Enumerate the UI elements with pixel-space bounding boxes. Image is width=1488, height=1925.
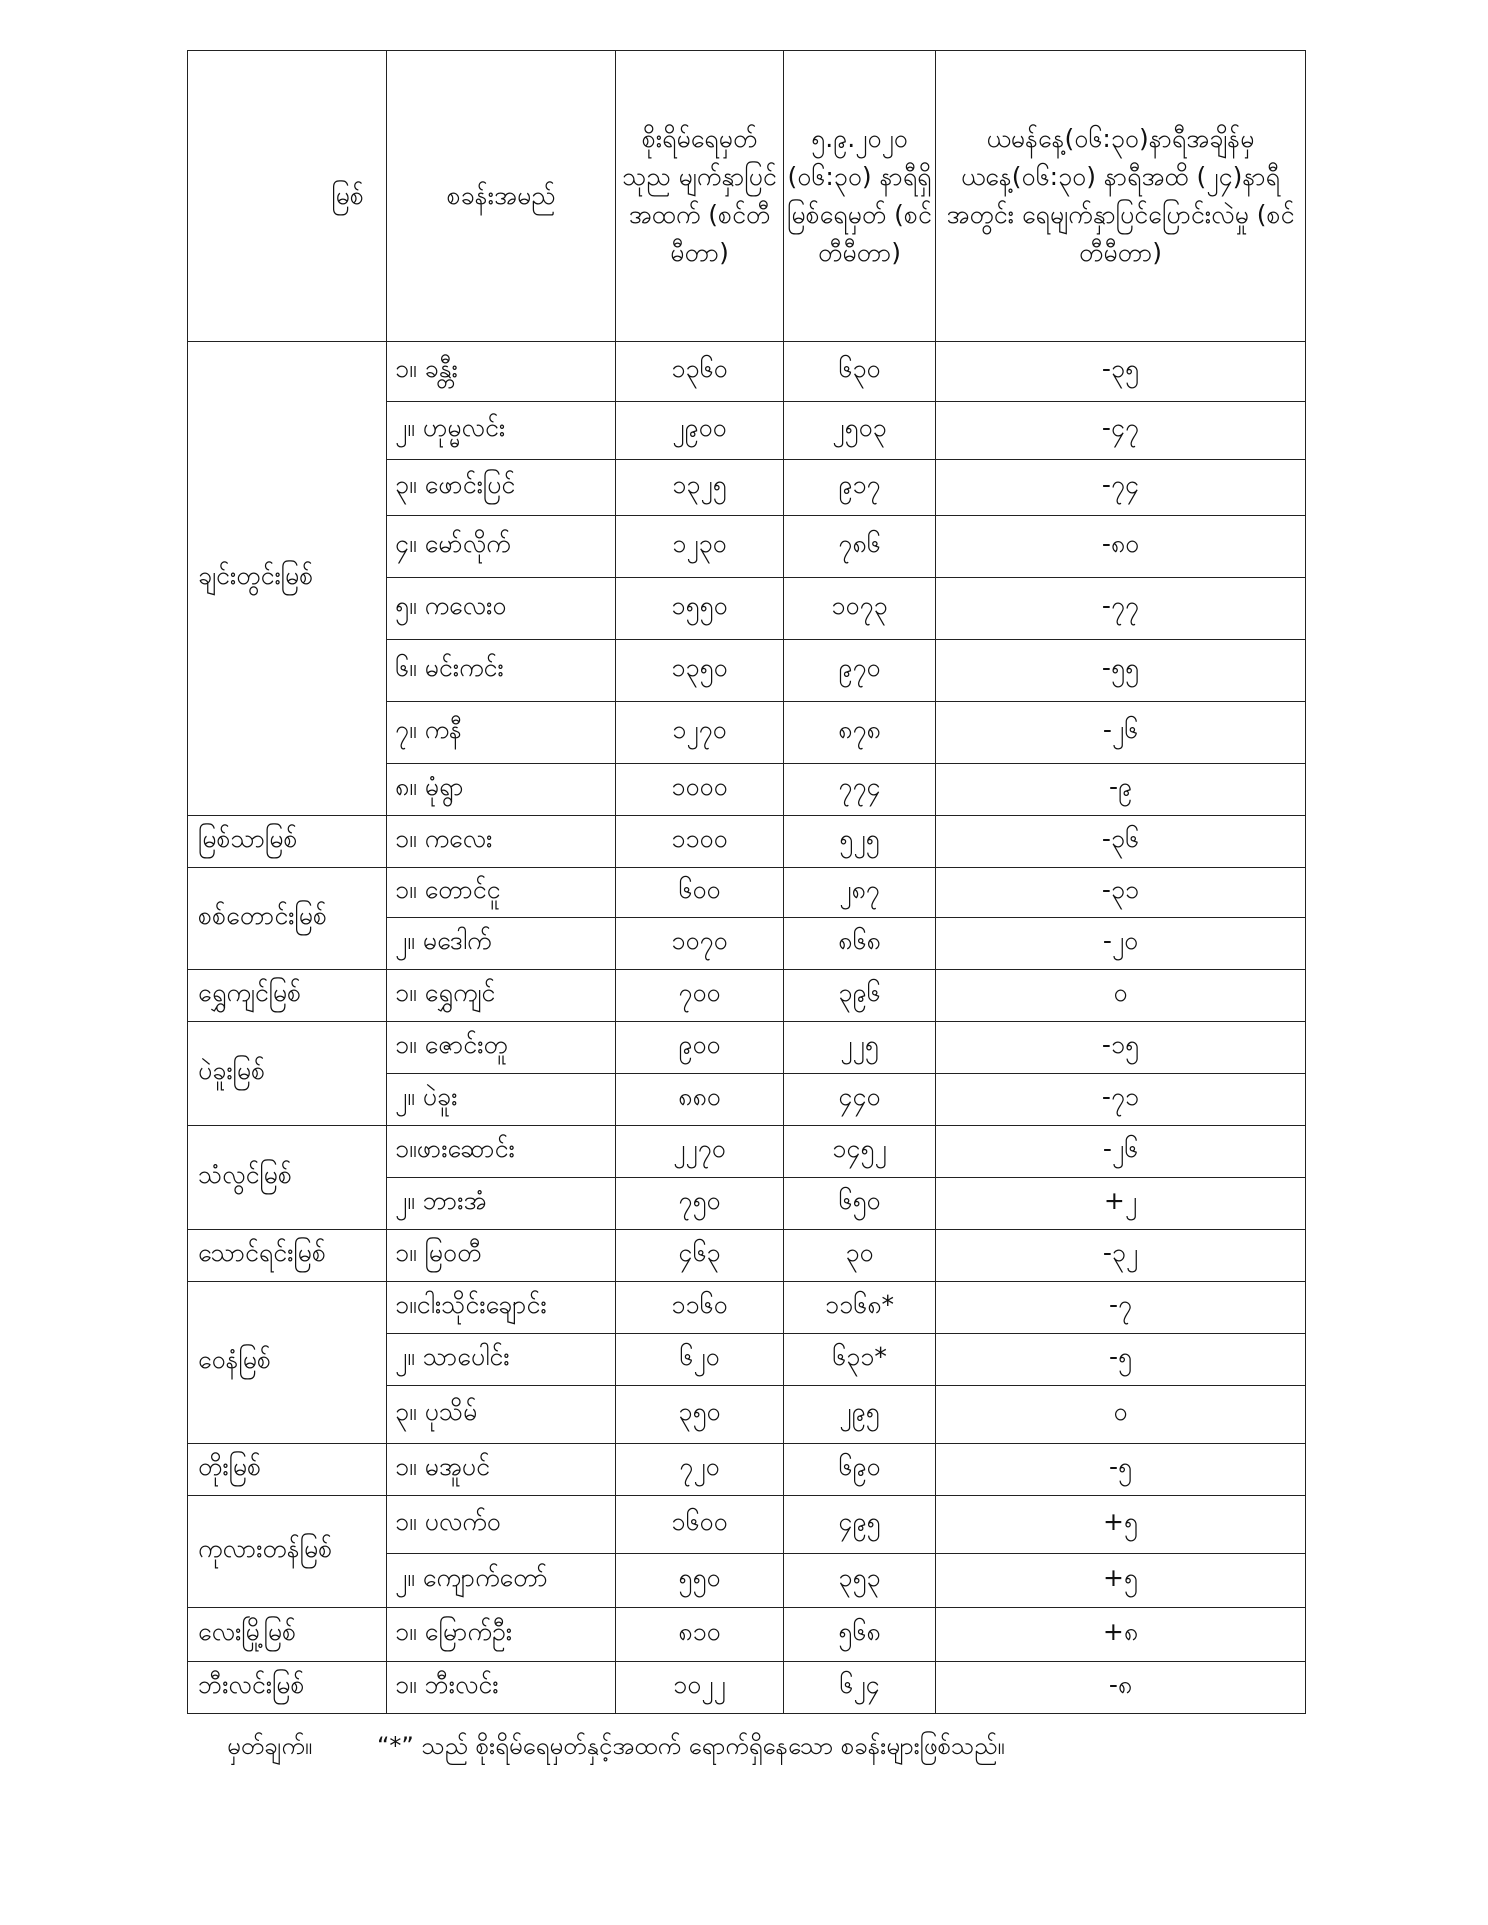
station-name-cell: ၂။ ဟုမ္မလင်း: [387, 402, 616, 460]
current-level-cell: ၆၃၁*: [784, 1334, 936, 1386]
table-row: [188, 1022, 1306, 1074]
change-cell: +၅: [936, 1554, 1306, 1608]
danger-level-cell: ၂၉၀၀: [616, 402, 784, 460]
danger-level-cell: ၁၃၂၅: [616, 460, 784, 516]
danger-level-cell: ၇၅၀: [616, 1178, 784, 1230]
table-row: [188, 1230, 1306, 1282]
station-name-cell: ၃။ ပုသိမ်: [387, 1386, 616, 1444]
station-name-cell: ၂။ ဘားအံ: [387, 1178, 616, 1230]
danger-level-cell: ၈၁၀: [616, 1608, 784, 1662]
current-level-cell: ၉၁၇: [784, 460, 936, 516]
current-level-cell: ၃၅၃: [784, 1554, 936, 1608]
change-cell: +၂: [936, 1178, 1306, 1230]
change-cell: -၅၅: [936, 640, 1306, 702]
station-name-cell: ၈။ မုံရွာ: [387, 764, 616, 816]
river-name-cell: စစ်တောင်းမြစ်: [188, 868, 387, 970]
current-level-cell: ၁၄၅၂: [784, 1126, 936, 1178]
change-cell: -၃၅: [936, 342, 1306, 402]
river-name-cell: ပဲခူးမြစ်: [188, 1022, 387, 1126]
river-name-cell: လေးမြို့မြစ်: [188, 1608, 387, 1662]
change-cell: +၈: [936, 1608, 1306, 1662]
current-level-cell: ၈၇၈: [784, 702, 936, 764]
change-cell: -၂၀: [936, 918, 1306, 970]
river-name-cell: သံလွင်မြစ်: [188, 1126, 387, 1230]
footnote-text: “*” သည် စိုးရိမ်ရေမှတ်နှင့်အထက် ရောက်ရှိနေသော စခန်းများဖြစ်သည်။: [377, 1732, 1005, 1760]
current-level-cell: ၇၈၆: [784, 516, 936, 578]
current-level-cell: ၆၃၀: [784, 342, 936, 402]
river-name-cell: ဝေနံမြစ်: [188, 1282, 387, 1444]
danger-level-cell: ၁၁၀၀: [616, 816, 784, 868]
station-name-cell: ၁။ဖားဆောင်း: [387, 1126, 616, 1178]
current-level-cell: ၂၂၅: [784, 1022, 936, 1074]
change-cell: -၂၆: [936, 1126, 1306, 1178]
station-name-cell: ၇။ ကနီ: [387, 702, 616, 764]
danger-level-cell: ၁၃၆၀: [616, 342, 784, 402]
header-station: စခန်းအမည်: [387, 51, 616, 342]
header-24h-change: ယမန်နေ့(၀၆:၃၀)နာရီအချိန်မှ ယနေ့(၀၆:၃၀) နာရီအထိ (၂၄)နာရီအတွင်း ရေမျက်နှာပြင်ပြောင်းလဲမှု (စင်တီမီတာ): [936, 51, 1306, 342]
danger-level-cell: ၁၂၃၀: [616, 516, 784, 578]
danger-level-cell: ၉၀၀: [616, 1022, 784, 1074]
table-row: [188, 816, 1306, 868]
table-row: [188, 1662, 1306, 1714]
river-name-cell: မြစ်သာမြစ်: [188, 816, 387, 868]
danger-level-cell: ၄၆၃: [616, 1230, 784, 1282]
station-name-cell: ၁။ မအူပင်: [387, 1444, 616, 1496]
danger-level-cell: ၇၀၀: [616, 970, 784, 1022]
river-name-cell: တိုးမြစ်: [188, 1444, 387, 1496]
table-row: [188, 1444, 1306, 1496]
danger-level-cell: ၆၂၀: [616, 1334, 784, 1386]
change-cell: -၈: [936, 1662, 1306, 1714]
change-cell: -၃၆: [936, 816, 1306, 868]
danger-level-cell: ၁၂၇၀: [616, 702, 784, 764]
current-level-cell: ၉၇၀: [784, 640, 936, 702]
station-name-cell: ၁။ မြဝတီ: [387, 1230, 616, 1282]
station-name-cell: ၁။ ရွှေကျင်: [387, 970, 616, 1022]
header-current-level: ၅.၉.၂၀၂၀ (၀၆:၃၀) နာရီရှိ မြစ်ရေမှတ် (စင်တီမီတာ): [784, 51, 936, 342]
current-level-cell: ၆၅၀: [784, 1178, 936, 1230]
table-row: [188, 970, 1306, 1022]
change-cell: -၇၇: [936, 578, 1306, 640]
danger-level-cell: ၁၃၅၀: [616, 640, 784, 702]
table-header-row: [188, 51, 1306, 342]
station-name-cell: ၁။ တောင်ငူ: [387, 868, 616, 918]
danger-level-cell: ၅၅၀: [616, 1554, 784, 1608]
current-level-cell: ၈၆၈: [784, 918, 936, 970]
footnote-label: မှတ်ချက်။: [227, 1732, 313, 1760]
danger-level-cell: ၆၀၀: [616, 868, 784, 918]
current-level-cell: ၃၀: [784, 1230, 936, 1282]
change-cell: -၄၇: [936, 402, 1306, 460]
danger-level-cell: ၁၅၅၀: [616, 578, 784, 640]
river-name-cell: ရွှေကျင်မြစ်: [188, 970, 387, 1022]
change-cell: -၅: [936, 1444, 1306, 1496]
station-name-cell: ၁။ ဇောင်းတူ: [387, 1022, 616, 1074]
station-name-cell: ၆။ မင်းကင်း: [387, 640, 616, 702]
current-level-cell: ၆၂၄: [784, 1662, 936, 1714]
change-cell: -၂၆: [936, 702, 1306, 764]
change-cell: -၈၀: [936, 516, 1306, 578]
table-row: [188, 1496, 1306, 1554]
danger-level-cell: ၇၂၀: [616, 1444, 784, 1496]
station-name-cell: ၃။ ဖောင်းပြင်: [387, 460, 616, 516]
table-row: [188, 342, 1306, 402]
station-name-cell: ၁။ ခန္တီး: [387, 342, 616, 402]
header-river: မြစ်: [188, 51, 387, 342]
current-level-cell: ၄၄၀: [784, 1074, 936, 1126]
table-row: [188, 1608, 1306, 1662]
station-name-cell: ၂။ သာပေါင်း: [387, 1334, 616, 1386]
current-level-cell: ၇၇၄: [784, 764, 936, 816]
danger-level-cell: ၁၆၀၀: [616, 1496, 784, 1554]
current-level-cell: ၁၀၇၃: [784, 578, 936, 640]
station-name-cell: ၁။ ပလက်ဝ: [387, 1496, 616, 1554]
current-level-cell: ၂၅၀၃: [784, 402, 936, 460]
change-cell: -၇: [936, 1282, 1306, 1334]
station-name-cell: ၂။ မဒေါက်: [387, 918, 616, 970]
station-name-cell: ၂။ ကျောက်တော်: [387, 1554, 616, 1608]
station-name-cell: ၁။ မြောက်ဦး: [387, 1608, 616, 1662]
current-level-cell: ၂၉၅: [784, 1386, 936, 1444]
river-name-cell: ချင်းတွင်းမြစ်: [188, 342, 387, 816]
change-cell: -၇၁: [936, 1074, 1306, 1126]
station-name-cell: ၁။ငါးသိုင်းချောင်း: [387, 1282, 616, 1334]
river-name-cell: ကုလားတန်မြစ်: [188, 1496, 387, 1608]
current-level-cell: ၂၈၇: [784, 868, 936, 918]
table-row: [188, 1282, 1306, 1334]
danger-level-cell: ၈၈၀: [616, 1074, 784, 1126]
current-level-cell: ၅၂၅: [784, 816, 936, 868]
table-row: [188, 1126, 1306, 1178]
danger-level-cell: ၁၀၂၂: [616, 1662, 784, 1714]
danger-level-cell: ၁၁၆၀: [616, 1282, 784, 1334]
change-cell: -၃၁: [936, 868, 1306, 918]
river-name-cell: သောင်ရင်းမြစ်: [188, 1230, 387, 1282]
change-cell: -၉: [936, 764, 1306, 816]
change-cell: -၁၅: [936, 1022, 1306, 1074]
river-name-cell: ဘီးလင်းမြစ်: [188, 1662, 387, 1714]
station-name-cell: ၂။ ပဲခူး: [387, 1074, 616, 1126]
danger-level-cell: ၁၀၀၀: [616, 764, 784, 816]
danger-level-cell: ၁၀၇၀: [616, 918, 784, 970]
header-danger-level: စိုးရိမ်ရေမှတ် သုည မျက်နှာပြင် အထက် (စင်တီမီတာ): [616, 51, 784, 342]
station-name-cell: ၅။ ကလေးဝ: [387, 578, 616, 640]
water-level-table: [187, 50, 1306, 1714]
danger-level-cell: ၃၅၀: [616, 1386, 784, 1444]
current-level-cell: ၆၉၀: [784, 1444, 936, 1496]
table-row: [188, 868, 1306, 918]
change-cell: -၅: [936, 1334, 1306, 1386]
water-level-sheet: [187, 50, 1305, 1714]
current-level-cell: ၅၆၈: [784, 1608, 936, 1662]
current-level-cell: ၄၉၅: [784, 1496, 936, 1554]
change-cell: +၅: [936, 1496, 1306, 1554]
change-cell: -၃၂: [936, 1230, 1306, 1282]
current-level-cell: ၃၉၆: [784, 970, 936, 1022]
station-name-cell: ၄။ မော်လိုက်: [387, 516, 616, 578]
current-level-cell: ၁၁၆၈*: [784, 1282, 936, 1334]
station-name-cell: ၁။ ကလေး: [387, 816, 616, 868]
footnote: [227, 1730, 1287, 1766]
change-cell: ၀: [936, 970, 1306, 1022]
danger-level-cell: ၂၂၇၀: [616, 1126, 784, 1178]
change-cell: ၀: [936, 1386, 1306, 1444]
station-name-cell: ၁။ ဘီးလင်း: [387, 1662, 616, 1714]
table-body: [188, 342, 1306, 1714]
change-cell: -၇၄: [936, 460, 1306, 516]
